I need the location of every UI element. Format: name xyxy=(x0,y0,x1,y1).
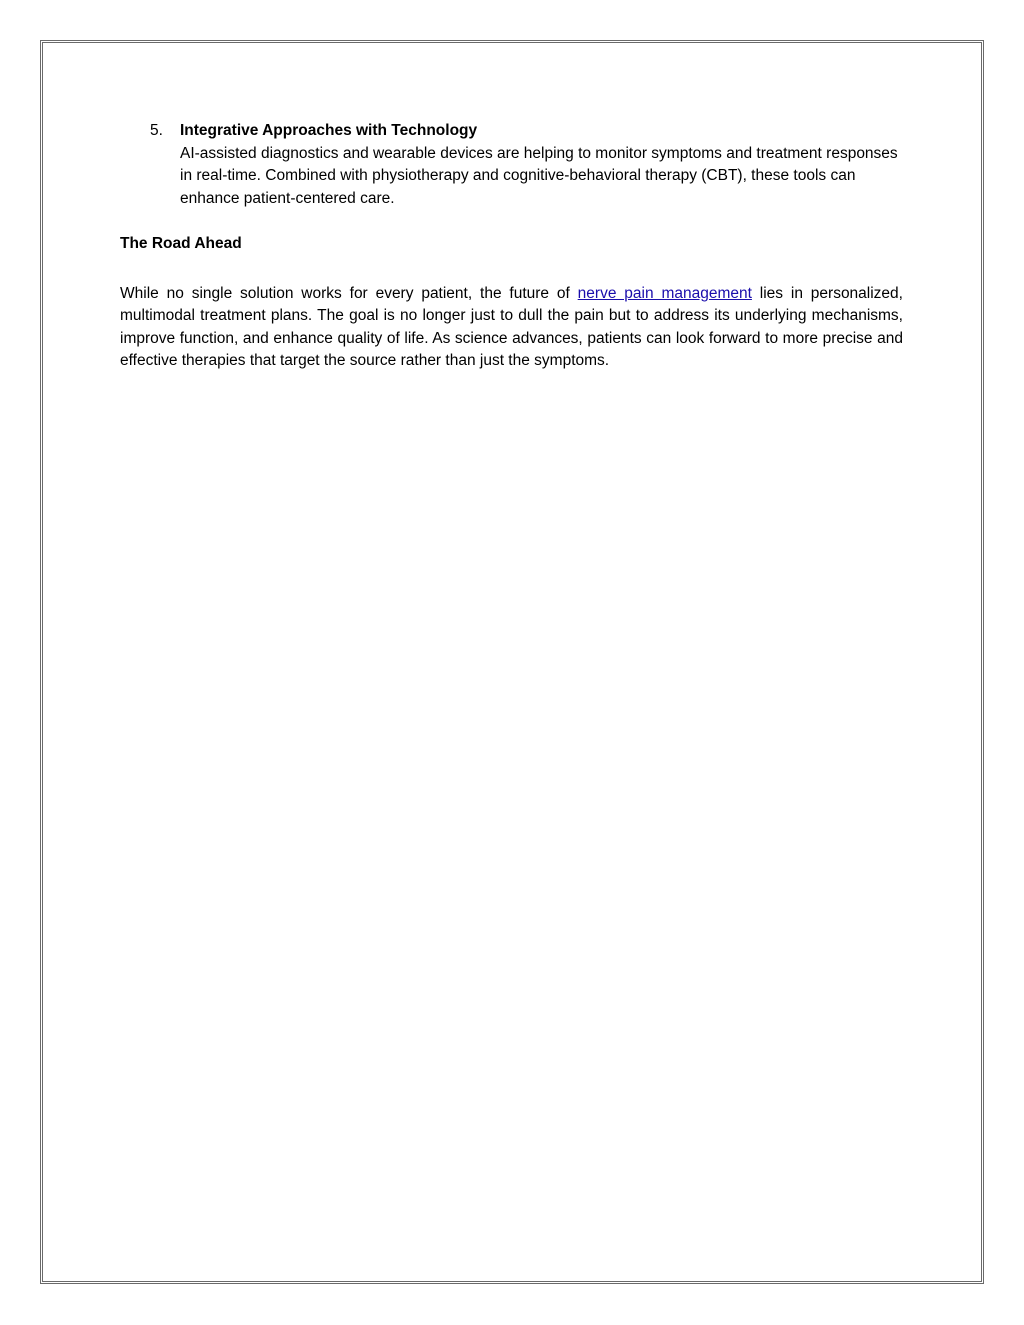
road-ahead-paragraph xyxy=(120,283,903,373)
document-content xyxy=(120,120,903,388)
list-item-title: Integrative Approaches with Technology xyxy=(180,122,478,139)
paragraph-text-after-link: lies in personalized, multimodal treatment plans. The goal is no longer just to dull the pain but to address its underlying mechanisms, improve function, and enhance quality of life. As science advances, patients can look forward to more precise and effective therapies that target the source rather than just the symptoms. xyxy=(120,284,903,369)
list-number: 5. xyxy=(150,122,163,139)
paragraph-text-before-link: While no single solution works for every patient, the future of xyxy=(120,284,578,302)
list-item-body: AI-assisted diagnostics and wearable devices are helping to monitor symptoms and treatment responses in real-time. Combined with physiotherapy and cognitive-behavioral therapy (CBT), these tools can enhance patient-centered care. xyxy=(180,144,898,207)
section-heading: The Road Ahead xyxy=(120,235,242,252)
nerve-pain-management-link[interactable]: nerve pain management xyxy=(577,284,752,302)
list-item-5 xyxy=(120,120,903,210)
